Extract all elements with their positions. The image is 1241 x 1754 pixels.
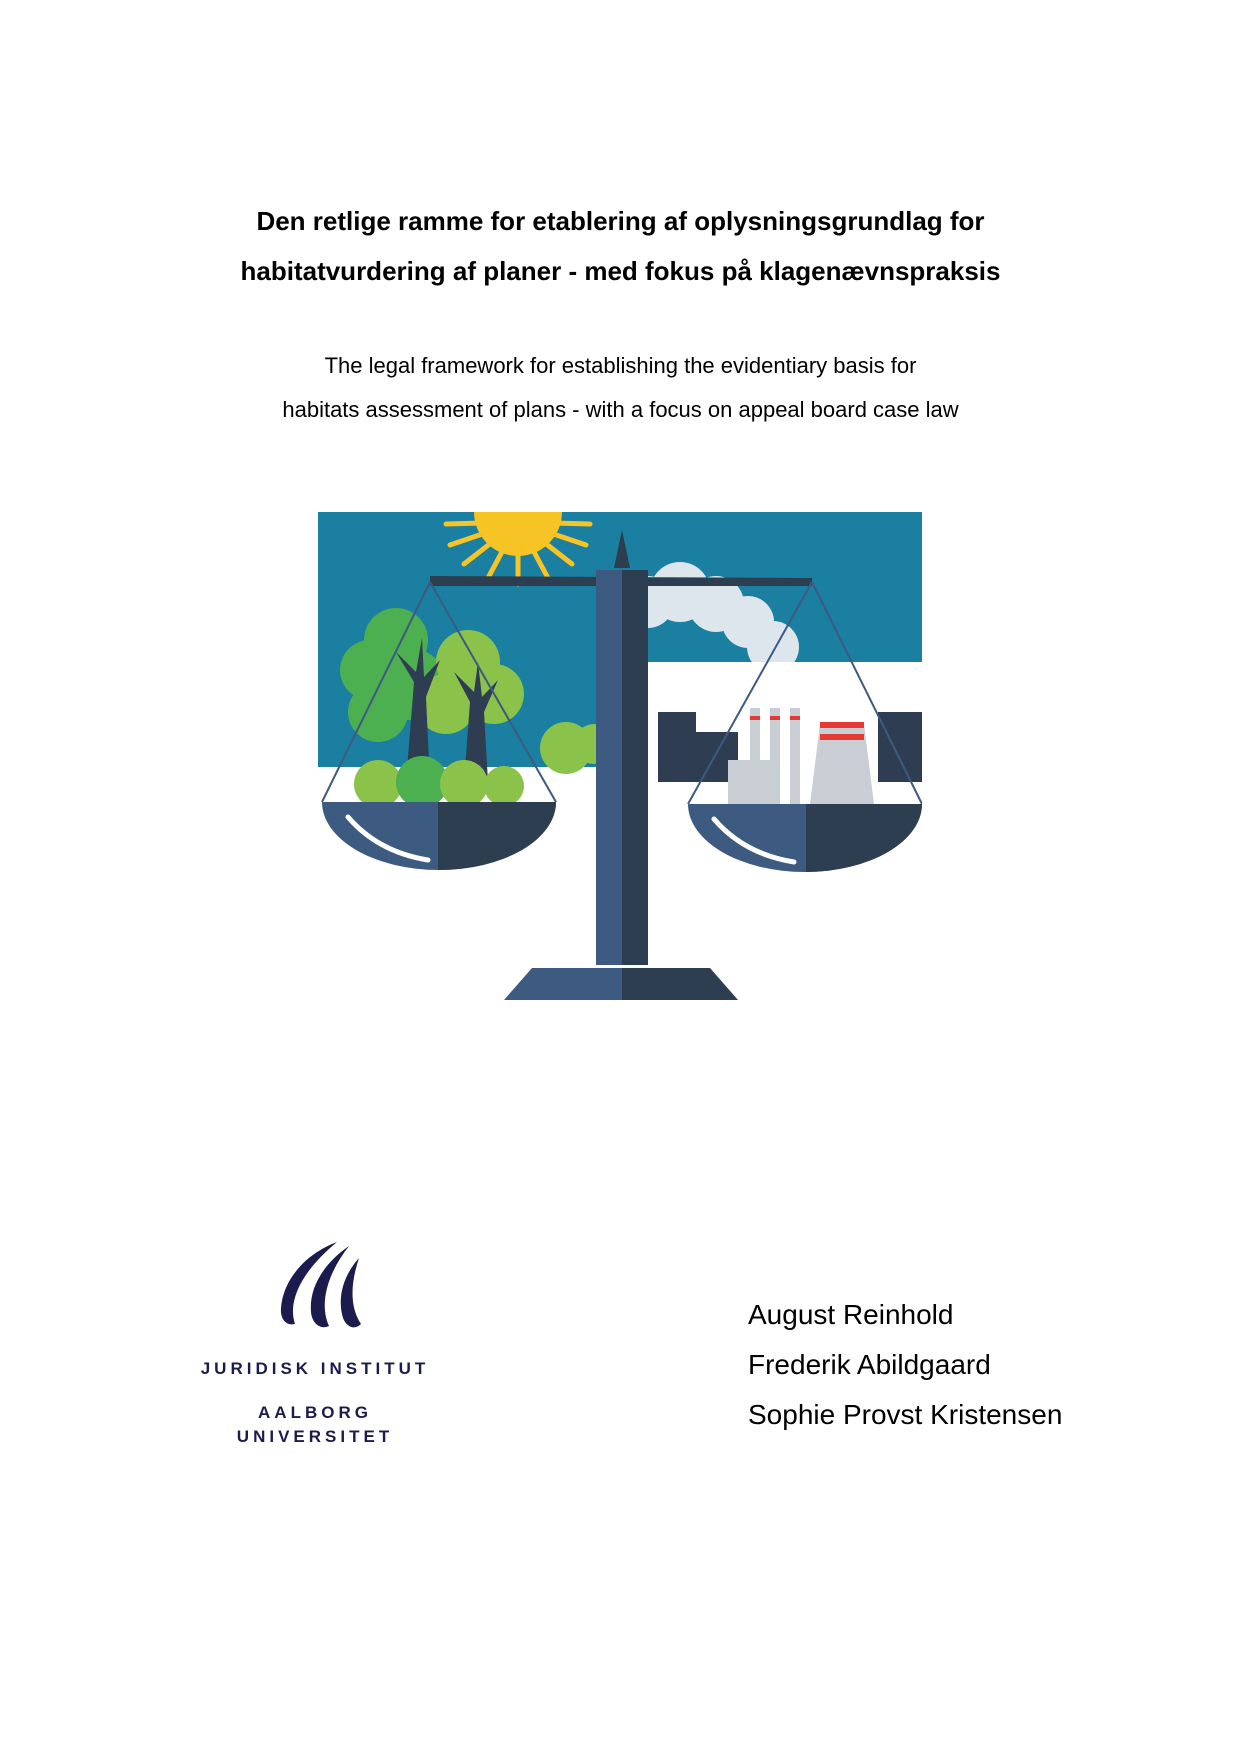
author-3: Sophie Provst Kristensen [748, 1399, 1063, 1430]
subtitle-line-1: The legal framework for establishing the evidentiary basis for [324, 353, 917, 378]
page-subtitle [0, 344, 1241, 432]
aau-wave-logo-icon [265, 1240, 365, 1336]
cover-illustration [318, 512, 922, 1000]
subtitle-line-2: habitats assessment of plans - with a focus on appeal board case law [282, 397, 959, 422]
author-1: August Reinhold [748, 1299, 954, 1330]
university-logo [195, 1240, 435, 1460]
institute-name: JURIDISK INSTITUT [200, 1359, 430, 1378]
scales-of-justice-icon [318, 512, 922, 1000]
title-line-1: Den retlige ramme for etablering af oplysningsgrundlag for [256, 206, 985, 236]
page-title [0, 196, 1241, 296]
title-line-2: habitatvurdering af planer - med fokus på klagenævnspraksis [240, 256, 1001, 286]
university-name-line-2: UNIVERSITET [236, 1427, 394, 1446]
university-name-line-1: AALBORG [258, 1403, 372, 1422]
author-2: Frederik Abildgaard [748, 1349, 991, 1380]
author-list [748, 1290, 1062, 1440]
